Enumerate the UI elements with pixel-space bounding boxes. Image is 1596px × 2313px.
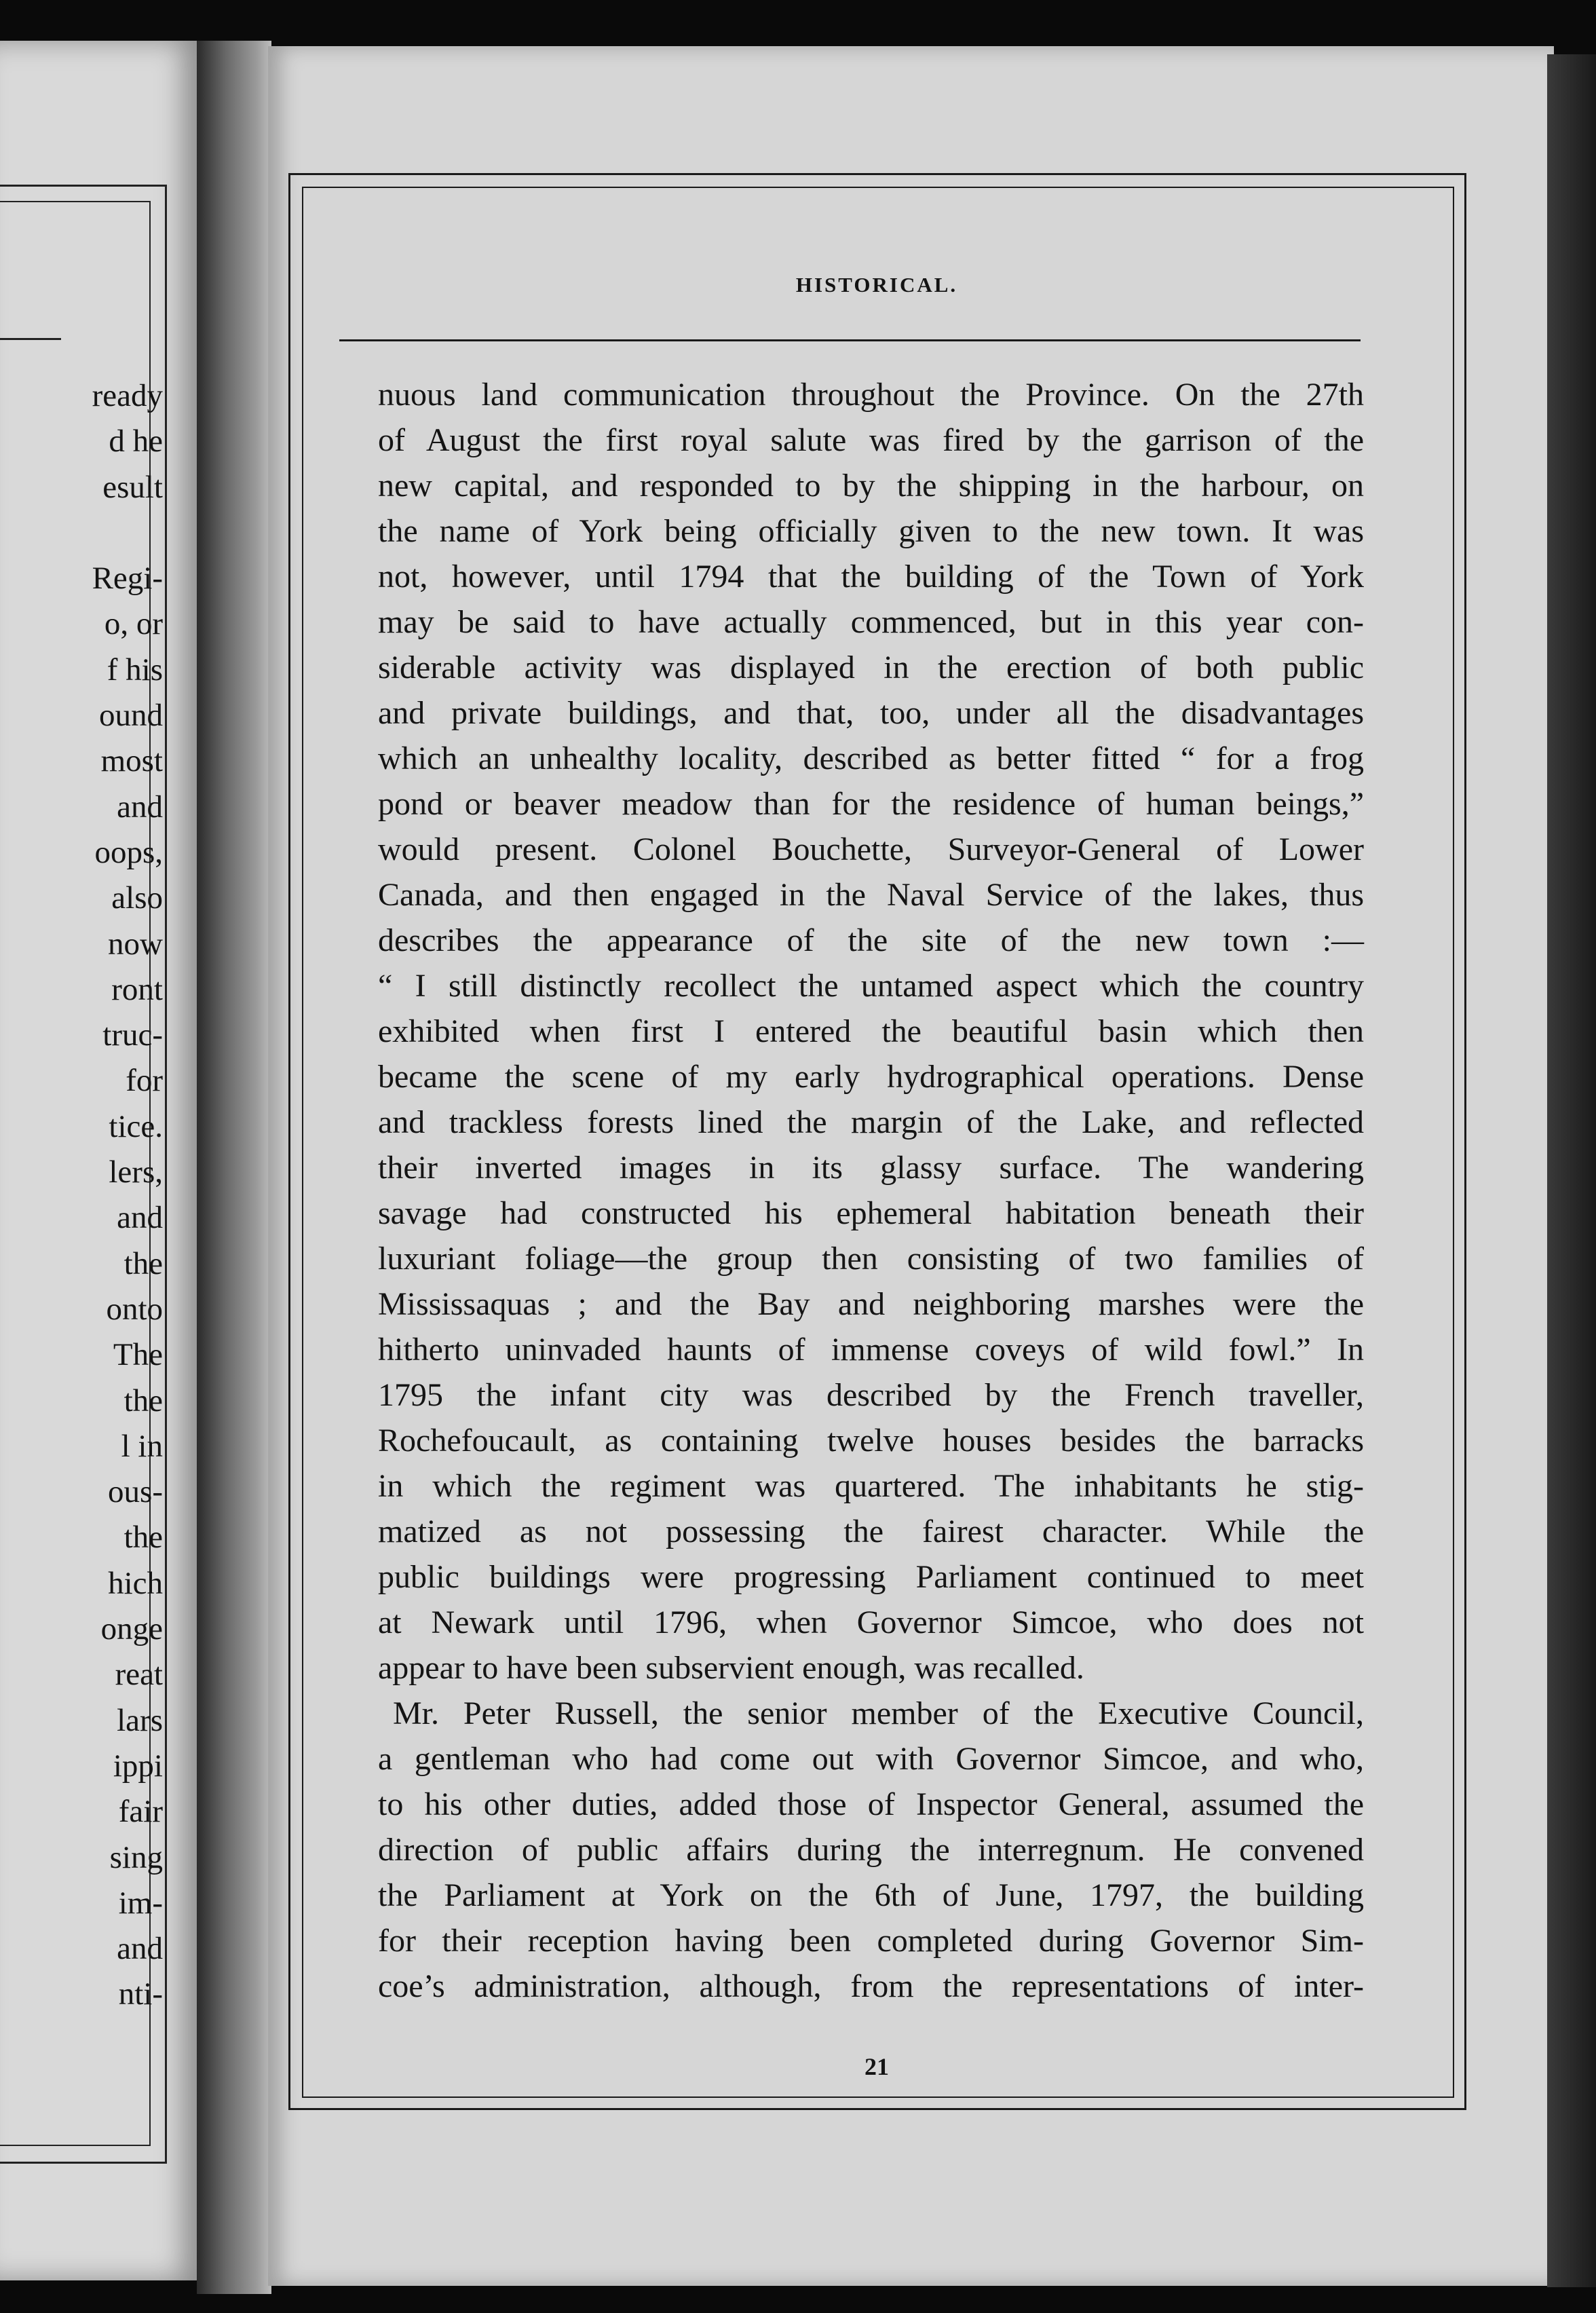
running-head: HISTORICAL.: [795, 273, 958, 297]
header-rule: [339, 339, 1361, 341]
left-page-text-fragments: [92, 373, 163, 2018]
text-line: describes the appearance of the site of the new town :—: [378, 922, 1364, 958]
page-number: 21: [864, 2053, 889, 2080]
left-page-fragment: truc-: [102, 1017, 163, 1053]
left-page-fragment: ront: [111, 971, 163, 1007]
text-line: at Newark until 1796, when Governor Simcoe, who does not: [378, 1604, 1364, 1640]
text-line: public buildings were progressing Parliament continued to meet: [378, 1559, 1364, 1595]
text-line: luxuriant foliage—the group then consisting of two families of: [378, 1241, 1364, 1277]
text-line: may be said to have actually commenced, but in this year con-: [378, 604, 1364, 640]
text-line: new capital, and responded to by the shipping in the harbour, on: [378, 468, 1364, 504]
left-page-fragment: esult: [102, 469, 163, 505]
text-line: appear to have been subservient enough, was recalled.: [378, 1650, 1084, 1686]
left-page-fragment: Regi-: [92, 561, 163, 597]
left-page-fragment: for: [126, 1063, 163, 1099]
text-line: to his other duties, added those of Inspector General, assumed the: [378, 1786, 1364, 1822]
text-line: in which the regiment was quartered. The inhabitants he stig-: [378, 1468, 1364, 1504]
left-page-fragment: now: [108, 926, 163, 962]
text-line: of August the first royal salute was fired by the garrison of the: [378, 422, 1364, 458]
left-page-fragment: also: [111, 880, 163, 916]
left-page-fragment: ready: [92, 378, 163, 413]
text-line: for their reception having been completed during Governor Sim-: [378, 1923, 1364, 1959]
text-line: nuous land communication throughout the Province. On the 27th: [378, 377, 1364, 413]
left-page-fragment: oops,: [94, 834, 163, 870]
left-page-fragment: the: [124, 1383, 163, 1418]
left-page-fragment: reat: [115, 1657, 163, 1693]
page-edge: [1547, 54, 1596, 2287]
left-page-fragment: lars: [117, 1702, 163, 1738]
left-page-fragment: most: [100, 743, 163, 779]
left-page-fragment: onge: [100, 1611, 163, 1647]
left-page-fragment: l in: [121, 1428, 163, 1464]
left-page-fragment: tice.: [109, 1108, 163, 1144]
left-page-fragment: hich: [108, 1565, 163, 1601]
text-line: and private buildings, and that, too, under all the disadvantages: [378, 695, 1364, 731]
left-page-fragment: lers,: [109, 1154, 163, 1190]
left-page-fragment: ound: [99, 698, 163, 734]
left-page-fragment: onto: [106, 1291, 163, 1327]
text-line: which an unhealthy locality, described as better fitted “ for a frog: [378, 740, 1364, 776]
text-line: siderable activity was displayed in the erection of both public: [378, 650, 1364, 685]
left-page-fragment: ous-: [108, 1474, 163, 1510]
text-line: their inverted images in its glassy surface. The wandering: [378, 1150, 1364, 1186]
text-line: exhibited when first I entered the beautiful basin which then: [378, 1013, 1364, 1049]
left-page-header-rule: [0, 338, 61, 340]
left-page-fragment: the: [124, 1520, 163, 1556]
text-line: and trackless forests lined the margin of the Lake, and reflected: [378, 1104, 1364, 1140]
text-line: would present. Colonel Bouchette, Surveyor-General of Lower: [378, 831, 1364, 867]
text-line: matized as not possessing the fairest character. While the: [378, 1513, 1364, 1549]
left-page-fragment: and: [117, 1200, 163, 1236]
text-line: pond or beaver meadow than for the residence of human beings,”: [378, 786, 1364, 822]
left-page-fragment: nti-: [118, 1976, 163, 2012]
text-line: not, however, until 1794 that the building of the Town of York: [378, 559, 1364, 595]
left-page-fragment: the: [124, 1245, 163, 1281]
left-page-fragment: d he: [109, 424, 163, 459]
left-page-fragment: and: [117, 789, 163, 825]
text-line: savage had constructed his ephemeral habitation beneath their: [378, 1195, 1364, 1231]
left-page-fragment: sing: [109, 1839, 163, 1875]
left-page-fragment: and: [117, 1931, 163, 1967]
text-line: coe’s administration, although, from the representations of inter-: [378, 1968, 1364, 2004]
left-page-fragment: ippi: [113, 1748, 163, 1784]
text-line: the name of York being officially given to the new town. It was: [378, 513, 1364, 549]
left-page-fragment: o, or: [104, 606, 163, 642]
text-line: “ I still distinctly recollect the untamed aspect which the country: [378, 968, 1364, 1004]
text-line: Mississaquas ; and the Bay and neighboring marshes were the: [378, 1286, 1364, 1322]
left-page-fragment: The: [113, 1337, 163, 1373]
left-page-fragment: [92, 510, 163, 556]
text-line: hitherto uninvaded haunts of immense coveys of wild fowl.” In: [378, 1332, 1364, 1368]
text-line: Canada, and then engaged in the Naval Service of the lakes, thus: [378, 877, 1364, 913]
text-line: a gentleman who had come out with Governor Simcoe, and who,: [378, 1741, 1364, 1777]
book-gutter: [197, 41, 271, 2294]
left-page-fragment: im-: [118, 1885, 163, 1921]
text-line: Rochefoucault, as containing twelve houses besides the barracks: [378, 1423, 1364, 1459]
text-line: Mr. Peter Russell, the senior member of the Executive Council,: [393, 1695, 1364, 1731]
body-text: [378, 372, 1364, 2009]
text-line: direction of public affairs during the interregnum. He convened: [378, 1832, 1364, 1868]
left-page-fragment: fair: [118, 1794, 163, 1830]
text-line: became the scene of my early hydrographical operations. Dense: [378, 1059, 1364, 1095]
text-line: the Parliament at York on the 6th of June, 1797, the building: [378, 1877, 1364, 1913]
text-line: 1795 the infant city was described by the French traveller,: [378, 1377, 1364, 1413]
left-page-fragment: f his: [107, 652, 163, 688]
left-page: [0, 41, 204, 2280]
